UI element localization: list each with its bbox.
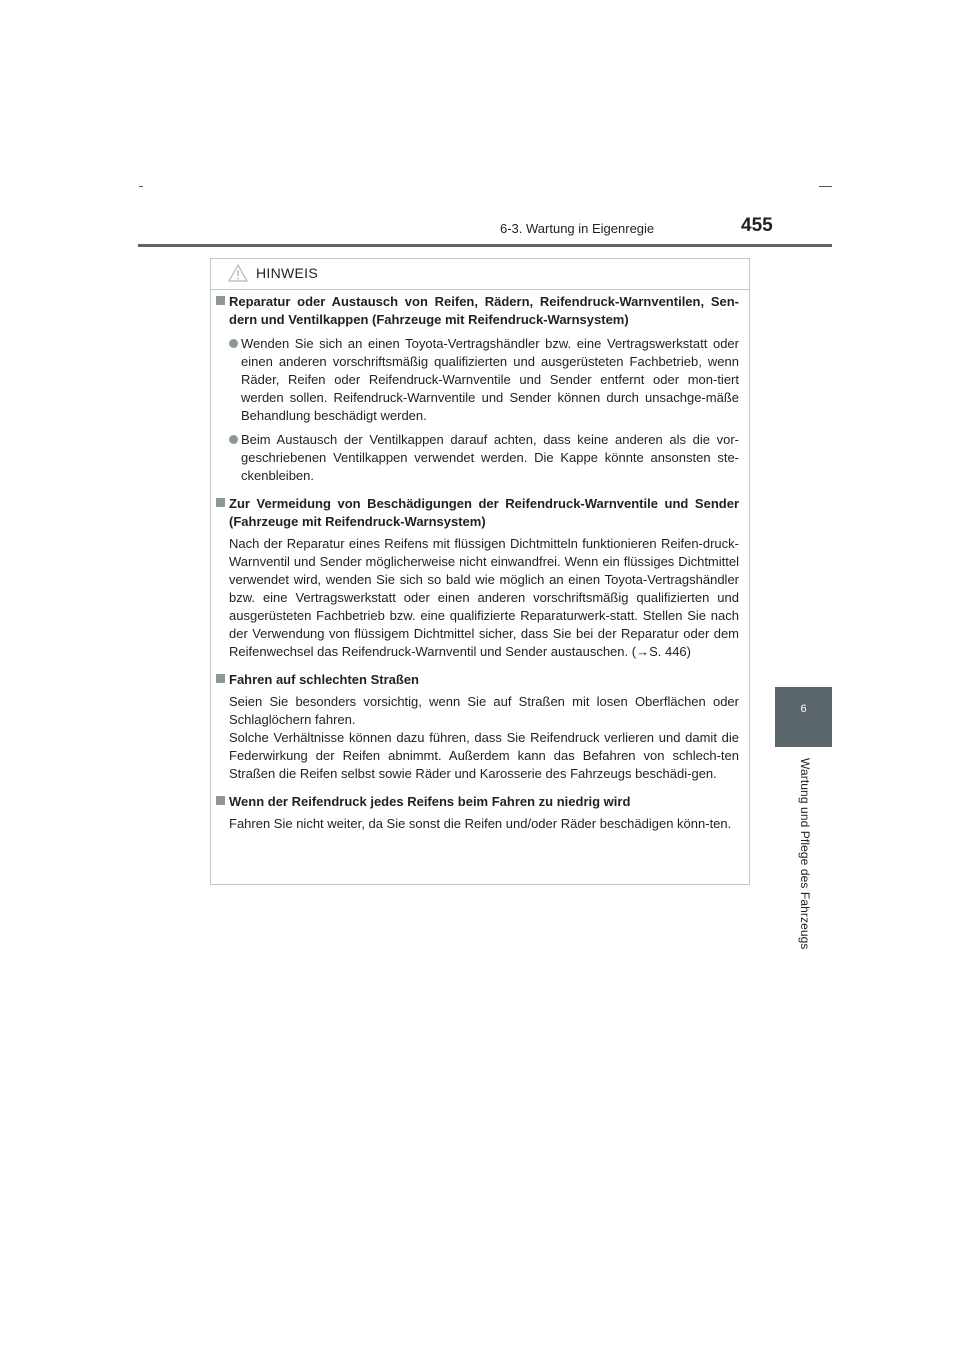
- round-bullet-icon: [229, 339, 238, 348]
- section-title: Reparatur oder Austausch von Reifen, Rädern, Reifendruck-Warnventilen, Sen-dern und Ventilkappen (Fahrzeuge mit Reifendruck-Warnsystem): [229, 294, 739, 327]
- section-title: Wenn der Reifendruck jedes Reifens beim Fahren zu niedrig wird: [229, 794, 631, 809]
- chapter-number: 6: [800, 703, 807, 715]
- list-item: [229, 431, 739, 485]
- square-bullet-icon: [216, 796, 225, 805]
- section-paragraph: Fahren Sie nicht weiter, da Sie sonst die Reifen und/oder Räder beschädigen könn-ten.: [229, 816, 732, 831]
- square-bullet-icon: [216, 296, 225, 305]
- list-item: [229, 335, 739, 425]
- notice-section: [211, 671, 749, 783]
- chapter-title: Wartung und Pflege des Fahrzeugs: [798, 758, 812, 950]
- notice-body: [211, 293, 749, 833]
- notice-title: HINWEIS: [256, 265, 318, 281]
- warning-triangle-icon: [228, 264, 248, 282]
- crop-mark-left: [139, 186, 143, 187]
- running-head: 6-3. Wartung in Eigenregie: [500, 221, 655, 236]
- section-title: Zur Vermeidung von Beschädigungen der Reifendruck-Warnventile und Sender (Fahrzeuge mit Reifendruck-Warnsystem): [229, 496, 739, 529]
- notice-section: [211, 793, 749, 833]
- square-bullet-icon: [216, 674, 225, 683]
- crop-mark-right: [819, 186, 832, 187]
- list-item-text: Beim Austausch der Ventilkappen darauf achten, dass keine anderen als die vor-geschriebenen Ventilkappen verwendet werden. Die Kappe könnte ansonsten ste-ckenbleiben.: [241, 432, 739, 483]
- round-bullet-icon: [229, 435, 238, 444]
- section-paragraph: Seien Sie besonders vorsichtig, wenn Sie auf Straßen mit losen Oberflächen oder Schlaglöchern fahren.: [229, 694, 739, 727]
- section-title: Fahren auf schlechten Straßen: [229, 672, 419, 687]
- notice-header: [211, 259, 749, 290]
- page-number: 455: [741, 215, 773, 236]
- notice-section: [211, 293, 749, 485]
- section-paragraph: Nach der Reparatur eines Reifens mit flüssigen Dichtmitteln funktionieren Reifen-druck-Warnventil und Sender möglicherweise nicht einwandfrei. Wenn ein flüssiges Dichtmittel verwendet wird, wenden Sie sich so bald wie möglich an einen Toyota-Vertragshändler bzw. eine Vertragswerkstatt oder einen anderen vorschriftsmäßig qualifizierten und ausgerüsteten Fachbetrieb bzw. eine qualifizierte Reparaturwerk-statt. Stellen Sie nach der Verwendung von flüssigem Dichtmittel sicher, dass Sie bei der Reparatur oder dem Reifenwechsel das Reifendruck-Warnventil und Sender austauschen. (→S. 446): [229, 536, 739, 659]
- square-bullet-icon: [216, 498, 225, 507]
- header-rule: [138, 244, 832, 247]
- section-paragraph: Solche Verhältnisse können dazu führen, dass Sie Reifendruck verlieren und damit die Federwirkung der Reifen abnimmt. Außerdem kann das Befahren von schlech-ten Straßen die Reifen selbst sowie Räder und Karosserie des Fahrzeugs beschädi-gen.: [229, 730, 739, 781]
- list-item-text: Wenden Sie sich an einen Toyota-Vertragshändler bzw. eine Vertragswerkstatt oder einen anderen vorschriftsmäßig qualifizierten und ausgerüsteten Fachbetrieb, wenn Räder, Reifen oder Reifendruck-Warnventile und Sender entfernt oder mon-tiert werden sollen. Reifendruck-Warnventile und Sender können durch unsachge-mäße Behandlung beschädigt werden.: [241, 336, 739, 423]
- notice-box: [210, 258, 750, 885]
- chapter-tab: [775, 687, 832, 747]
- notice-section: [211, 495, 749, 661]
